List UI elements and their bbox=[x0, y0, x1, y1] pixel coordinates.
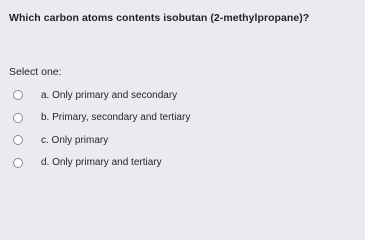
option-label: d. Only primary and tertiary bbox=[41, 157, 162, 169]
option-d[interactable] bbox=[13, 152, 343, 175]
option-label: c. Only primary bbox=[41, 134, 109, 146]
option-a[interactable] bbox=[13, 84, 343, 107]
answer-options bbox=[13, 84, 343, 174]
option-c[interactable] bbox=[13, 129, 343, 152]
option-label: a. Only primary and secondary bbox=[41, 89, 178, 101]
radio-button[interactable] bbox=[13, 113, 23, 123]
radio-button[interactable] bbox=[13, 135, 23, 145]
option-label: b. Primary, secondary and tertiary bbox=[41, 112, 191, 124]
select-one-prompt: Select one: bbox=[9, 66, 62, 78]
radio-button[interactable] bbox=[13, 158, 23, 168]
question-text: Which carbon atoms contents isobutan (2-methylpropane)? bbox=[9, 12, 310, 24]
option-b[interactable] bbox=[13, 107, 343, 130]
radio-button[interactable] bbox=[13, 90, 23, 100]
